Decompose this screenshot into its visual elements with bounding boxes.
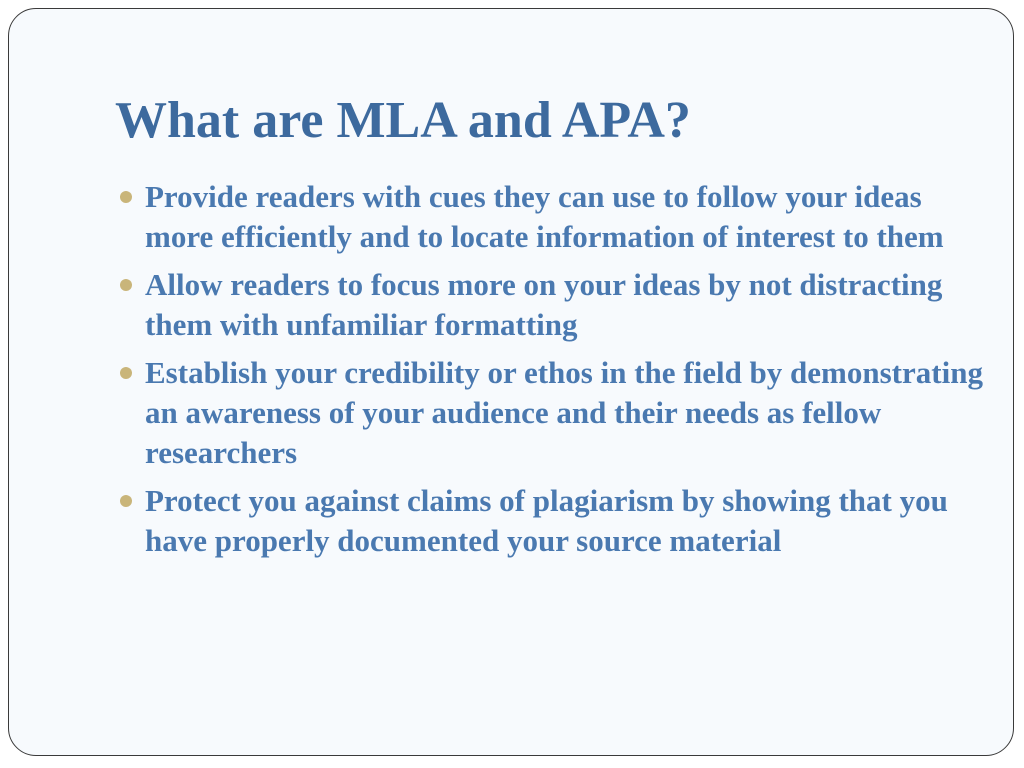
bullet-text: Establish your credibility or ethos in the field by demonstrating an awareness of your audience and their needs as fellow researchers bbox=[145, 355, 983, 470]
bullet-dot-icon bbox=[120, 279, 132, 291]
bullet-item bbox=[115, 353, 985, 473]
bullet-text: Provide readers with cues they can use to follow your ideas more efficiently and to locate information of interest to them bbox=[145, 179, 944, 254]
bullet-dot-icon bbox=[120, 367, 132, 379]
bullet-item bbox=[115, 481, 985, 561]
bullet-dot-icon bbox=[120, 495, 132, 507]
bullet-item bbox=[115, 177, 985, 257]
bullet-list bbox=[115, 177, 985, 569]
bullet-item bbox=[115, 265, 985, 345]
slide-title: What are MLA and APA? bbox=[115, 92, 691, 149]
bullet-text: Protect you against claims of plagiarism by showing that you have properly documented your source material bbox=[145, 483, 948, 558]
bullet-text: Allow readers to focus more on your ideas by not distracting them with unfamiliar formatting bbox=[145, 267, 943, 342]
slide-frame bbox=[8, 8, 1014, 756]
bullet-dot-icon bbox=[120, 191, 132, 203]
